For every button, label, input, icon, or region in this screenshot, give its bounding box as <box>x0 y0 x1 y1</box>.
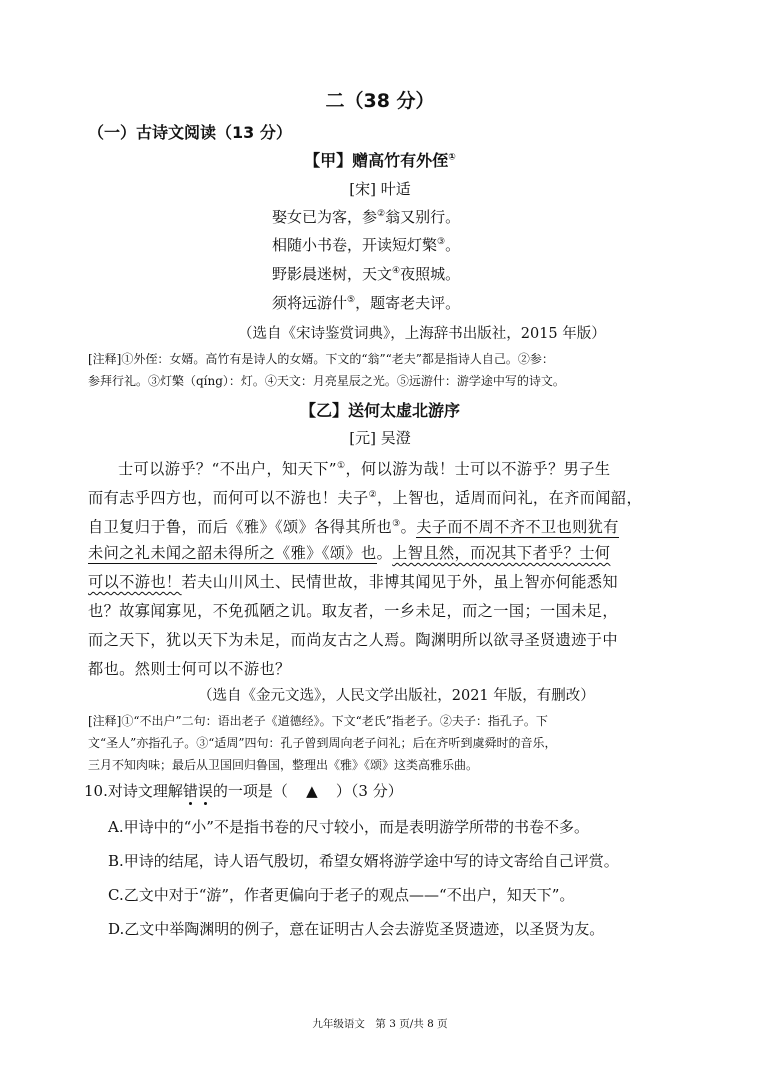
prose-yi-source: （选自《金元文选》，人民文学出版社，2021 年版，有删改） <box>198 688 595 704</box>
prose-line: 也？故寡闻寡见，不免孤陋之讥。取友者，一乡未足，而之一国；一国未足， <box>88 602 618 620</box>
poem-line: 野影晨迷树，天文④夜照城。 <box>272 265 461 283</box>
option-a[interactable]: A.甲诗中的“小”不是指书卷的尺寸较小，而是表明游学所带的书卷不多。 <box>108 818 589 836</box>
prose-yi-title: 【乙】送何太虚北游序 <box>299 401 460 420</box>
poem-jia-note: [注释]①外侄：女婿。高竹有是诗人的女婿。下文的“翁”“老夫”都是指诗人自己。②参： 参拜行礼。③灯檠（qíng）：灯。④天文：月亮星辰之光。⑤远游什：游学途中写的诗文。 <box>88 352 565 388</box>
prose-yi-note: [注释]①“不出户”二句：语出老子《道德经》。下文“老氏”指老子。②夫子：指孔子。下 文“圣人”亦指孔子。③“适周”四句：孔子曾到周向老子问礼；后在齐听到虞舜时的音乐， 三月不知肉味；最后从卫国回归鲁国，整理出《雅》《颂》这类高雅乐曲。 <box>88 714 557 772</box>
answer-blank[interactable]: ▲ <box>306 782 318 800</box>
poem-line: 须将远游什⑤，题寄老夫评。 <box>272 294 461 312</box>
underlined-sentence: 夫子而不周不齐不卫也则犹有 <box>416 518 619 537</box>
question-stem: 10.对诗文理解错误的一项是（ ▲ ）（3 分） <box>84 782 403 800</box>
wavy-underlined-sentence: 可以不游也！ <box>88 573 182 591</box>
poem-jia-title: 【甲】赠高竹有外侄① <box>304 151 456 170</box>
option-b[interactable]: B.甲诗的结尾，诗人语气殷切，希望女婿将游学途中写的诗文寄给自己评赏。 <box>108 852 619 870</box>
poem-line: 娶女已为客，参②翁又别行。 <box>272 208 461 226</box>
prose-line: 可以不游也！若夫山川风土、民情世故，非博其闻见于外，虽上智亦何能悉知 <box>88 573 618 591</box>
page-footer: 九年级语文 第 3 页/共 8 页 <box>312 1018 448 1030</box>
poem-jia-source: （选自《宋诗鉴赏词典》，上海辞书出版社，2015 年版） <box>238 326 606 342</box>
underlined-sentence: 未问之礼未闻之韶未得所之《雅》《颂》也 <box>88 544 377 562</box>
prose-line: 自卫复归于鲁，而后《雅》《颂》各得其所也③。夫子而不周不齐不卫也则犹有 <box>88 518 619 537</box>
prose-yi-author: [元] 吴澄 <box>349 429 411 447</box>
prose-line: 而之天下，犹以天下为未足，而尚友古之人焉。陶渊明所以欲寻圣贤遗迹于中 <box>88 631 618 649</box>
prose-line: 都也。然则士何可以不游也？ <box>88 660 291 678</box>
prose-line: 而有志乎四方也，而何可以不游也！夫子②，上智也，适周而问礼，在齐而闻韶， <box>88 489 643 508</box>
option-c[interactable]: C.乙文中对于“游”，作者更偏向于老子的观点——“不出户，知天下”。 <box>108 886 575 904</box>
poem-line: 相随小书卷，开读短灯檠③。 <box>272 236 461 254</box>
prose-line: 未问之礼未闻之韶未得所之《雅》《颂》也。上智且然，而况其下者乎？士何 <box>88 544 611 562</box>
poem-jia-author: [宋] 叶适 <box>349 180 411 198</box>
prose-line: 士可以游乎？“不出户，知天下”①，何以游为哉！士可以不游乎？男子生 <box>118 460 611 479</box>
wavy-underlined-sentence: 上智且然，而况其下者乎？士何 <box>392 544 611 562</box>
part-title: （一）古诗文阅读（13 分） <box>88 123 292 142</box>
section-title: 二（38 分） <box>325 90 435 112</box>
option-d[interactable]: D.乙文中举陶渊明的例子，意在证明古人会去游览圣贤遗迹，以圣贤为友。 <box>108 920 605 938</box>
